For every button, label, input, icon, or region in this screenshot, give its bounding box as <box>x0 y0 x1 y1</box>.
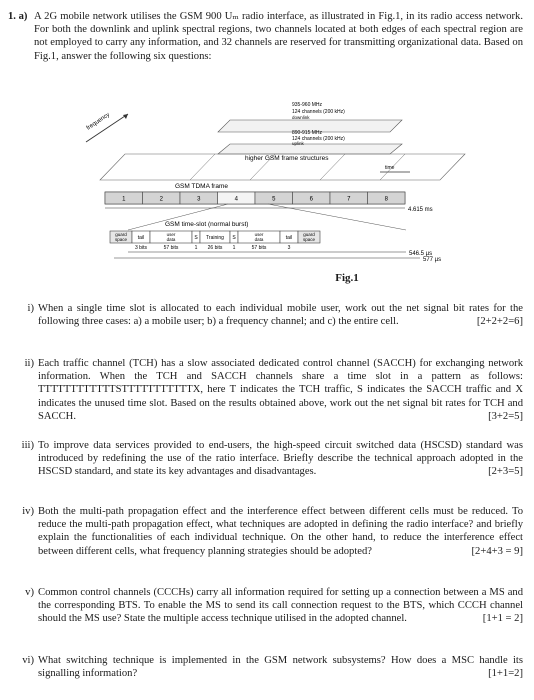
subquestion-marks: [1+1 = 2] <box>482 613 523 625</box>
subquestion-number: i) <box>27 303 34 314</box>
burst-field-bits: 57 bits <box>163 245 179 251</box>
subquestion-text: To improve data services provided to end-users, the high-speed circuit switched data (HSCSD) standard was introduced by redefining the use of the ratio interface. Briefly describe the technical approach adopted in the HSCSD standard, and state its key advantages and disadvantages. <box>38 440 523 478</box>
burst-field-label: S <box>232 235 236 241</box>
burst-field-label: data <box>254 237 264 242</box>
burst-field-label: tail <box>137 235 145 241</box>
subquestion-number: iv) <box>22 506 34 517</box>
subquestion-number: vi) <box>22 655 34 666</box>
burst-field-bits: 1 <box>194 245 198 251</box>
burst-field-label: space <box>302 237 316 242</box>
subquestion-text: Common control channels (CCCHs) carry all information required for setting up a connection between a MS and the corresponding BTS. To enable the MS to send its call connection request to the BTS, which CCCH channel should the MS use? State the multiple access technique utilised in the adopted channel. <box>38 587 523 625</box>
burst-field-label: space <box>114 237 128 242</box>
burst-row <box>110 231 320 251</box>
subquestion-1 <box>8 302 523 328</box>
tdma-slots <box>105 192 405 204</box>
burst-field-label: Training <box>206 235 224 241</box>
subquestion-text: Both the multi-path propagation effect and the interference effect between different cells must be reduced. To reduce the multi-path propagation effect, what techniques are adopted in defining the radio interface? and briefly explain the functionalities of each individual technique. On the other hand, to reduce the interference effect between different cells, what frequency planning strategies should be adopted? <box>38 506 523 557</box>
burst-field-label: tail <box>285 235 293 241</box>
downlink-range: 935-960 MHz <box>292 102 323 108</box>
downlink-label: downlink <box>292 115 310 120</box>
subquestion-number: iii) <box>21 440 34 451</box>
subquestion-text: Each traffic channel (TCH) has a slow associated dedicated control channel (SACCH) for exchanging network information. When the TCH and SACCH channels share a time slot in a pattern as follows: TTTTTTTTTTTTSTTTTTTTTTTTX, here T indicates the TCH traffic, S indicates the SACCH traffic and X indicates the unused time slot. Based on the results obtained above, work out the net signal bit rates for TCH and SACCH. <box>38 358 523 422</box>
burst-field-label: S <box>194 235 198 241</box>
tdma-slot-number: 6 <box>309 196 313 203</box>
subquestion-text: When a single time slot is allocated to each individual mobile user, work out the net signal bit rates for the following three cases: a) a mobile user; b) a frequency channel; and c) the entire cell. <box>38 303 523 328</box>
subquestion-text: What switching technique is implemented in the GSM network subsystems? How does a MSC handle its signalling information? <box>38 655 523 680</box>
tdma-slot-number: 8 <box>384 196 388 203</box>
question-intro: A 2G mobile network utilises the GSM 900 Uₘ radio interface, as illustrated in Fig.1, in its radio access network. For both the downlink and uplink spectral regions, two channels located at both edges of each spectral region are not employed to carry any information, and 32 channels are reserved for transmitting organizational data. Based on Fig.1, answer the following six questions: <box>34 11 523 62</box>
burst-field-label: user <box>166 232 176 237</box>
subquestion-5 <box>8 586 523 626</box>
tdma-slot-number: 4 <box>234 196 238 203</box>
uplink-label: uplink <box>292 141 304 146</box>
subquestion-number: ii) <box>24 358 34 369</box>
burst-field-label: guard <box>115 232 127 237</box>
uplink-channels: 124 channels (200 kHz) <box>292 136 345 142</box>
burst-field-bits: 26 bits <box>207 245 223 251</box>
burst-field-bits: 1 <box>232 245 236 251</box>
tdma-slot-number: 5 <box>272 196 276 203</box>
subquestion-marks: [2+4+3 = 9] <box>471 545 523 557</box>
tdma-frame-label: GSM TDMA frame <box>175 183 228 190</box>
subquestion-number: v) <box>25 587 34 598</box>
subquestion-marks: [2+2+2=6] <box>476 316 523 328</box>
downlink-channels: 124 channels (200 kHz) <box>292 109 345 115</box>
subquestion-marks: [3+2=5] <box>488 410 523 422</box>
figure-caption: Fig.1 <box>335 272 359 284</box>
burst-field-label: data <box>166 237 176 242</box>
burst-duration: 546.5 µs <box>409 251 433 257</box>
tdma-slot-number: 2 <box>159 196 163 203</box>
burst-field-label: user <box>254 232 264 237</box>
question-header <box>8 10 523 63</box>
subquestion-3 <box>8 439 523 479</box>
subquestion-4 <box>8 505 523 558</box>
subquestion-2 <box>8 357 523 423</box>
higher-frame-label: higher GSM frame structures <box>245 155 329 162</box>
time-axis-label: time <box>385 165 395 171</box>
burst-field-label: guard <box>303 232 315 237</box>
slot-duration: 577 µs <box>423 257 442 263</box>
frequency-axis-label: frequency <box>85 111 111 132</box>
uplink-range: 890-915 MHz <box>292 130 323 136</box>
frame-duration: 4.615 ms <box>408 207 433 213</box>
gsm-frame-diagram <box>80 92 480 282</box>
burst-field-bits: 57 bits <box>251 245 267 251</box>
tdma-slot-number: 3 <box>197 196 201 203</box>
subquestion-marks: [1+1=2] <box>488 668 523 680</box>
burst-field-bits: 3 bits <box>135 245 147 251</box>
burst-label: GSM time-slot (normal burst) <box>165 221 249 228</box>
subquestion-6 <box>8 654 523 680</box>
question-number: 1. a) <box>8 11 28 22</box>
burst-field-bits: 3 <box>287 245 291 251</box>
tdma-slot-number: 1 <box>122 196 126 203</box>
tdma-slot-number: 7 <box>347 196 351 203</box>
gsm-figure <box>80 92 480 282</box>
subquestion-marks: [2+3=5] <box>488 466 523 478</box>
